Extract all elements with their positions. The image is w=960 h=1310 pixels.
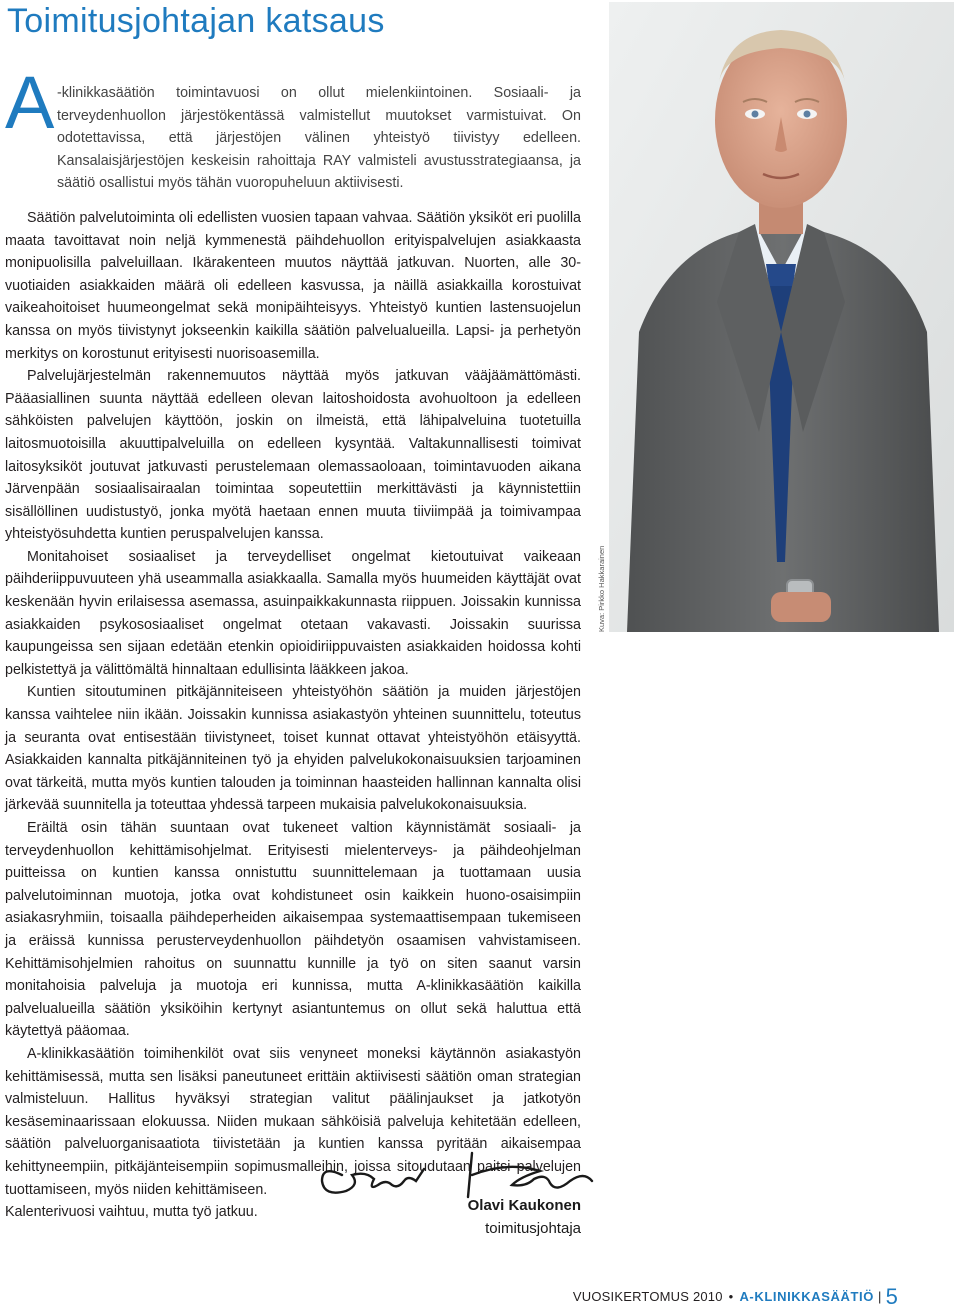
page-number: 5 [885, 1284, 898, 1309]
paragraph: A-klinikkasäätiön toimihenkilöt ovat siis venyneet moneksi käytännön asiakastyön kehittämisessä, mutta sen lisäksi paneutuneet erittäin aktiivisesti säätiön oman strategian valmisteluun. Hallitus hyväksyi strategian valitut päälinjaukset ja jatkotyön kesäseminaarissaan elokuussa. Niiden mukaan sähköisiä palveluja kehitetään edelleen, säätiön palveluorganisaatiota tiivistetään ja kuntien kanssa pyritään aikaisempaa kehittyneempiin, pitkäjänteisempiin sopimusmalleihin, joissa sitoudutaan paitsi palvelujen tuottamiseen, myös niiden kehittämiseen. [5, 1045, 581, 1198]
footer-separator-bar: | [877, 1289, 882, 1304]
drop-cap: A [5, 61, 55, 144]
article-body [5, 61, 581, 1224]
paragraph-closing: Kalenterivuosi vaihtuu, mutta työ jatkuu. [5, 1204, 258, 1221]
signer-name: Olavi Kaukonen [467, 1197, 581, 1214]
paragraph: Eräiltä osin tähän suuntaan ovat tukeneet valtion käynnistämät sosiaali- ja terveydenhuollon kehittämisohjelmat. Erityisesti mielenterveys- ja päihdeohjelman puitteissa on kuntien kanssa onnistuttu suunnittelemaan ja tuottamaan uusia palvelutoiminnan muotoja, jotka ovat kohdistuneet osin kaikkein huono-osaisimpiin asiakasryhmiin, toisaalla päihdeperheiden aikaisempaa systemaattisempaan tukemiseen ja eräissä kunnissa perusterveydenhuollon päihdetyön osaamisen vahvistamiseen. Kehittämisohjelmien rahoitus on suunnattu kunnille ja työ on siten saanut varsin monitahoisia palveluja ja muotoja eri kunnissa, mutta A-klinikkasäätiön kaikilla palvelualueilla säätiön yksiköihin kertynyt asiantuntemus on ollut sekä haluttua että käytettyä pääomaa. [5, 820, 581, 1040]
paragraph: Palvelujärjestelmän rakennemuutos näyttää myös jatkuvan vääjäämättömästi. Pääasiallinen suunta näyttää edelleen olevan laitoshoidosta avohuoltoon ja edelleen sähköisten palvelujen käyttöön, joskin on ilmeistä, että lähipalveluina tuotetuilla laitosmuotoisilla akuuttipalveluilla on edelleen kysyntää. Valtakunnallisesti toimivat laitosyksiköt joutuvat jatkuvasti perustelemaan olemassaoloaan, toimintavuoden aikana Järvenpään sosiaalisairaalan toimintaa sopeutettiin merkittävästi ja käynnistettiin sisällöllinen uudistustyö, jonka myötä haetaan ennen muuta tiiviimpää ja toimivampaa yhteistyösuhdetta kuntien peruspalvelujen kanssa. [5, 368, 581, 543]
paragraph: Kuntien sitoutuminen pitkäjänniteiseen yhteistyöhön säätiön ja muiden järjestöjen kanssa vaihtelee niin ikään. Joissakin kunnissa asiakastyön yhteinen suunnittelu, toteutus ja seuranta ovat entisestään tiivistyneet, toiset kunnat ottavat yhteistyöhön etäisyyttä. Asiakkaiden kannalta pitkäjänniteinen työ ja ehyiden palvelukokonaisuuksien tarjoaminen ovat tärkeitä, mutta myös kuntien talouden ja toiminnan haasteiden hallinnan kannalta olisi järkevää suunnitella ja toteuttaa yhdessä tarpeen mukaisia palvelukokonaisuuksia. [5, 684, 581, 814]
paragraph: Monitahoiset sosiaaliset ja terveydelliset ongelmat kietoutuivat vaikeaan päihderiippuvuuteen yhä useammalla asiakkaalla. Samalla myös huumeiden käyttäjät ovat keskenään hyvin erilaisessa asemassa, asuinpaikkakunnasta riippuen. Joissakin kunnissa asiakkaiden psykososiaaliset ongelmat otetaan vakavasti. Joissakin suurissa kaupungeissa sen sijaan edetään etenkin opioidiriippuvaisten asiakkaiden hoidossa kohti pelkistettyä ja välittömältä hinnaltaan edullisinta lääkkeen jakoa. [5, 548, 581, 678]
footer-publication: VUOSIKERTOMUS 2010 [572, 1289, 723, 1304]
page-footer [573, 1284, 898, 1310]
portrait-photo [609, 2, 954, 632]
paragraph: Säätiön palvelutoiminta oli edellisten vuosien tapaan vahvaa. Säätiön yksiköt eri puolilla maata tavoittavat noin neljä kymmenestä päihdehuollon erityispalvelujen asiakkaasta monipuolisilla palveluillaan. Ikärakenteen muutos näyttää jatkuvan. Nuorten, alle 30-vuotiaiden asiakkaiden määrä oli edelleen kasvussa, ja näillä asiakkailla korostuivat vaikeahoitoiset huumeongelmat sekä monipäihteisyys. Yhteistyö kuntien lastensuojelun kanssa on myös tiivistynyt jokseenkin kaikilla säätiön palvelualueilla. Lapsi- ja perhetyön merkitys on korostunut erityisesti nuorisoasemilla. [5, 209, 581, 362]
signer-title: toimitusjohtaja [485, 1220, 581, 1237]
footer-organization: A-KLINIKKASÄÄTIÖ [739, 1289, 874, 1304]
photo-credit: Kuva: Pirkko Hakkarainen [597, 545, 606, 632]
page-title: Toimitusjohtajan katsaus [7, 2, 385, 40]
footer-separator-dot: • [728, 1289, 734, 1304]
paragraph-lead: -klinikkasäätiön toimintavuosi on ollut mielenkiintoinen. Sosiaali- ja terveydenhuollon järjestökentässä valmistellut muutokset varmistuivat. On odotettavissa, että järjestöjen välinen yhteistyö tiivistyy edelleen. Kansalaisjärjestöjen keskeisin rahoittaja RAY valmisteli avustusstrategiaansa, ja säätiö osallistui myös tähän vuoropuheluun aktiivisesti. [57, 85, 581, 192]
